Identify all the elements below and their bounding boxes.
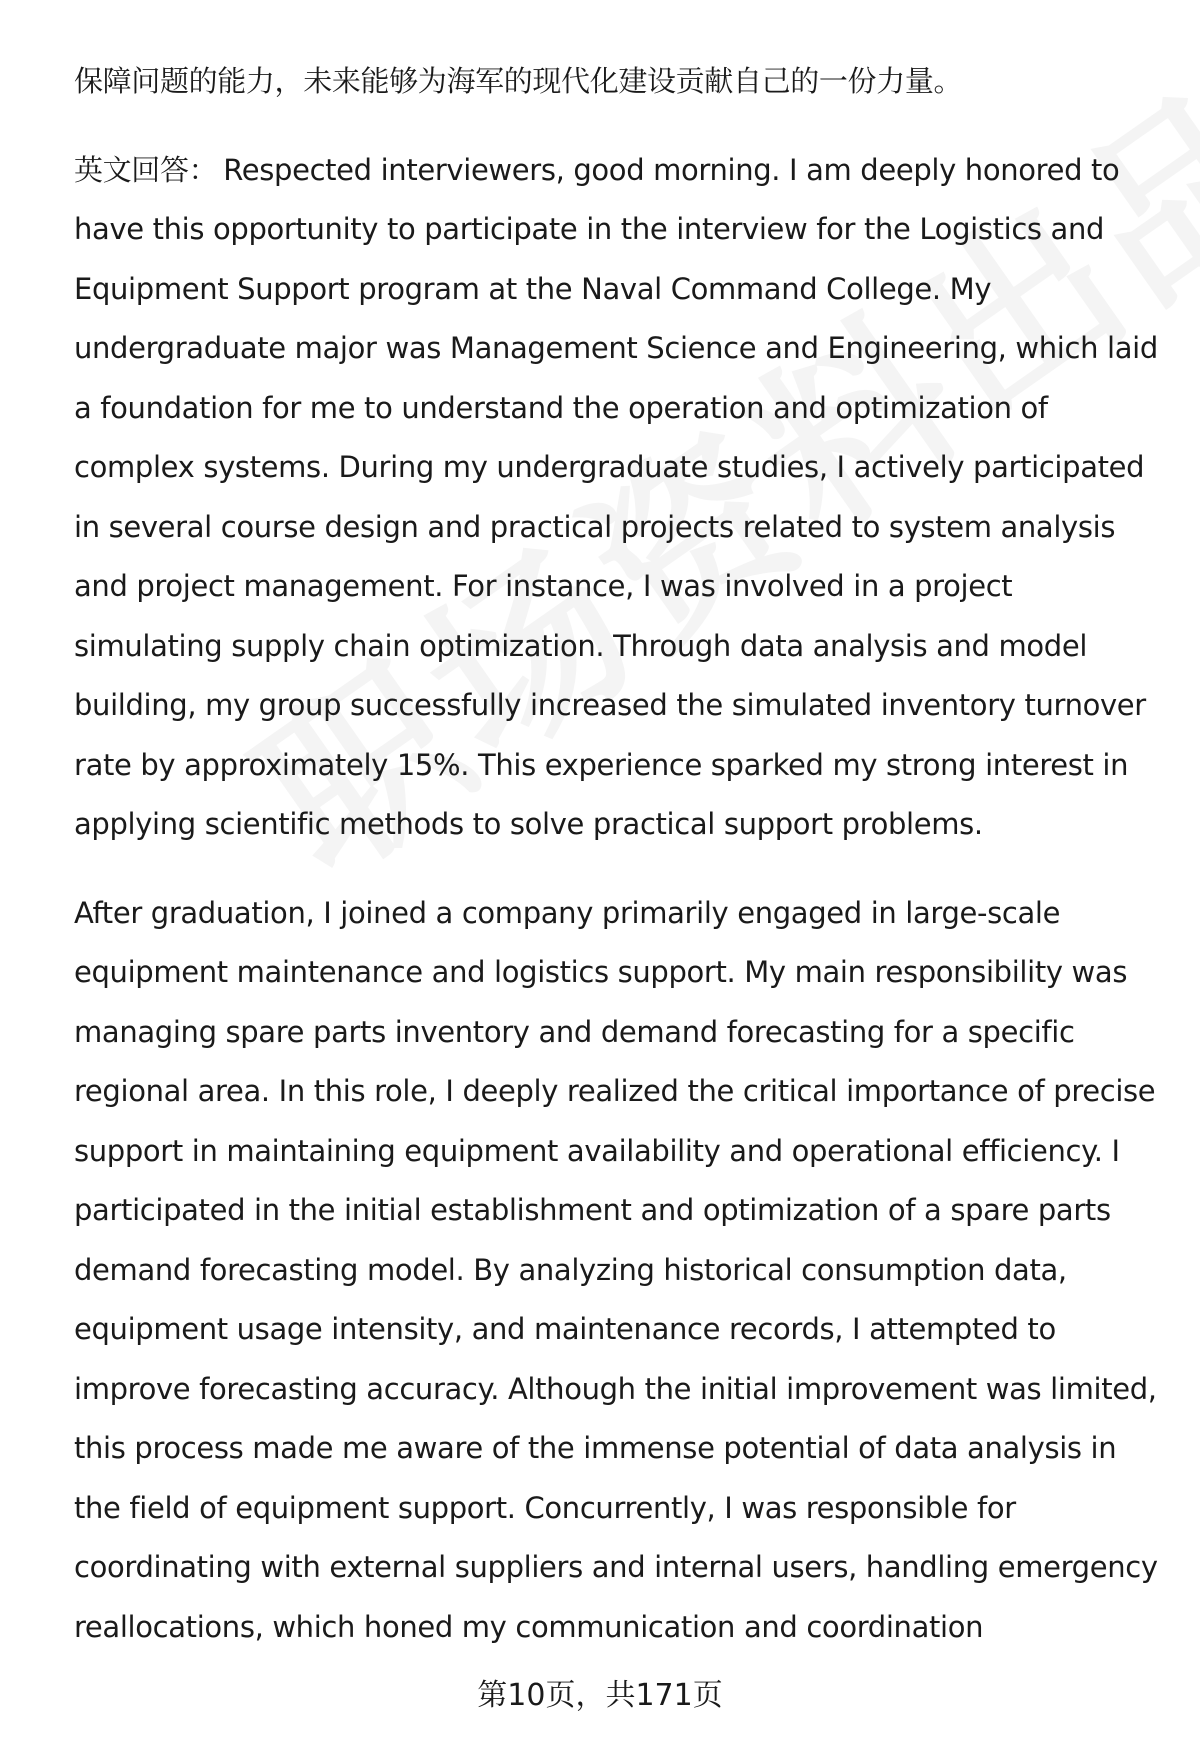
page-footer: 第10页，共171页 xyxy=(477,1678,723,1713)
paragraph-text: Respected interviewers, good morning. I am deeply honored to have this opportunity to participate in the interview for the Logistics and Equipment Support program at the Naval Command College. My undergraduate major was Management Science and Engineering, which laid a foundation for me to understand the operation and optimization of complex systems. During my undergraduate studies, I actively participated in several course design and practical projects related to system analysis and project management. For instance, I was involved in a project simulating supply chain optimization. Through data analysis and model building, my group successfully increased the simulated inventory turnover rate by approximately 15%. This experience sparked my strong interest in applying scientific methods to solve practical support problems. xyxy=(74,152,1158,841)
paragraph-work-experience xyxy=(74,884,1164,1658)
paragraph-text: 保障问题的能力，未来能够为海军的现代化建设贡献自己的一份力量。 xyxy=(74,64,963,98)
paragraph-english-answer xyxy=(74,141,1164,855)
paragraph-text: After graduation, I joined a company primarily engaged in large-scale equipment maintenance and logistics support. My main responsibility was managing spare parts inventory and demand forecasting for a specific regional area. In this role, I deeply realized the critical importance of precise support in maintaining equipment availability and operational efficiency. I participated in the initial establishment and optimization of a spare parts demand forecasting model. By analyzing historical consumption data, equipment usage intensity, and maintenance records, I attempted to improve forecasting accuracy. Although the initial improvement was limited, this process made me aware of the immense potential of data analysis in the field of equipment support. Concurrently, I was responsible for coordinating with external suppliers and internal users, handling emergency reallocations, which honed my communication and coordination xyxy=(74,895,1158,1644)
paragraph-intro-continuation xyxy=(74,52,1164,112)
paragraph-label: 英文回答： xyxy=(74,152,218,187)
document-body xyxy=(74,52,1164,1686)
